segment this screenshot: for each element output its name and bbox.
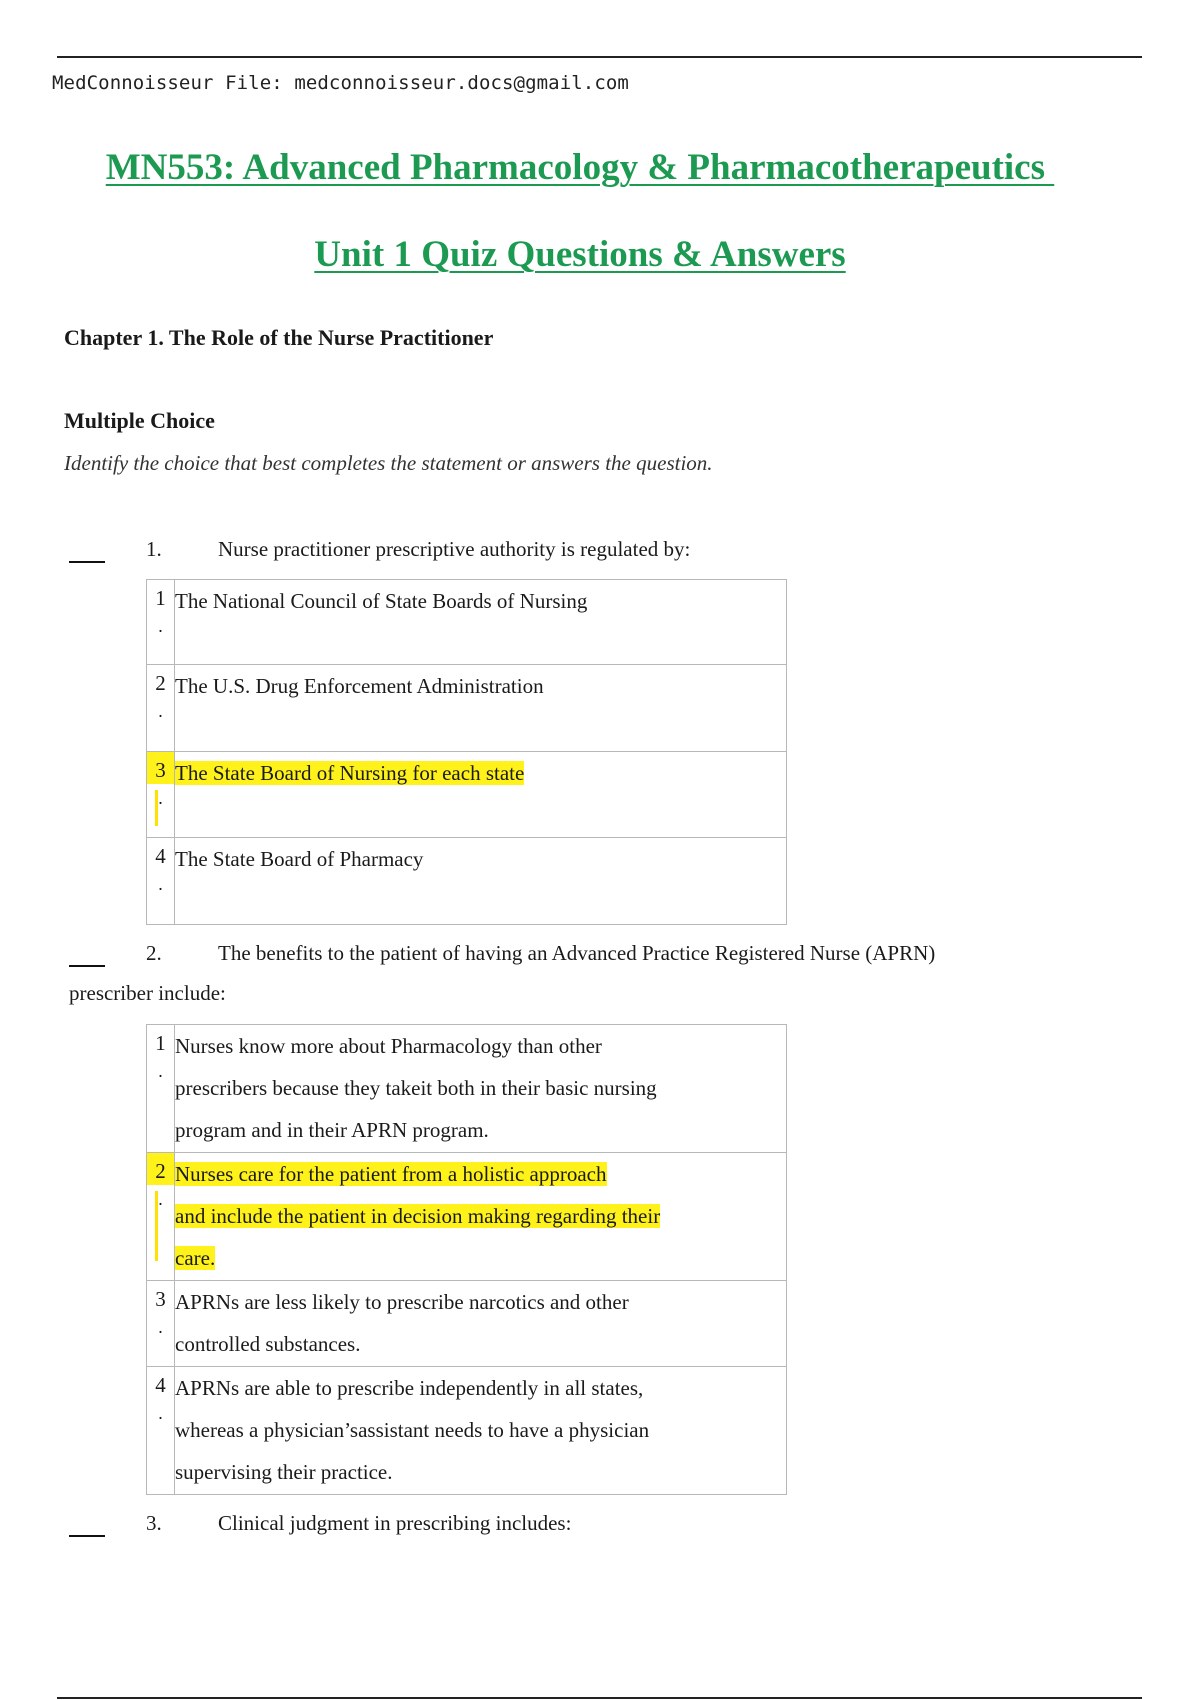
choice-dot: .: [158, 788, 163, 808]
document-subtitle: Unit 1 Quiz Questions & Answers: [314, 234, 846, 275]
correct-answer-highlight: The State Board of Nursing for each state: [175, 761, 525, 785]
choice-number: 1: [155, 586, 166, 610]
instructions: Identify the choice that best completes the statement or answers the question.: [64, 451, 713, 475]
question-number: 1.: [146, 537, 162, 561]
section-heading: Multiple Choice: [64, 408, 215, 433]
choice-row: [147, 665, 787, 752]
choice-row: [147, 1025, 787, 1153]
choice-text: The National Council of State Boards of Nursing: [175, 589, 588, 613]
choice-dot: .: [158, 874, 163, 894]
answer-blank: [69, 965, 105, 967]
choice-row: [147, 580, 787, 665]
choice-number: 4: [155, 1373, 166, 1397]
choice-text-cell: [175, 1281, 787, 1367]
choice-text: The State Board of Pharmacy: [175, 847, 424, 871]
question-number: 3.: [146, 1511, 162, 1535]
choice-text-cell: [175, 838, 787, 925]
choice-dot: .: [158, 1189, 163, 1209]
question-text-continued: prescriber include:: [69, 981, 226, 1005]
choice-number-cell: [147, 1153, 175, 1281]
choice-dot: .: [158, 1317, 163, 1337]
choice-dot: .: [158, 1403, 163, 1423]
choice-text-cell: [175, 580, 787, 665]
bottom-rule: [57, 1697, 1142, 1699]
choice-text: prescribers because they takeit both in their basic nursing: [175, 1076, 657, 1100]
choice-text: supervising their practice.: [175, 1460, 393, 1484]
choice-number: 3: [147, 752, 174, 784]
choice-dot: .: [158, 616, 163, 636]
choice-text: APRNs are less likely to prescribe narcotics and other: [175, 1290, 629, 1314]
choices-table: [146, 579, 787, 925]
question-number: 2.: [146, 941, 162, 965]
choice-row: [147, 1281, 787, 1367]
answer-blank: [69, 561, 105, 563]
choice-text: controlled substances.: [175, 1332, 361, 1356]
choice-number-cell: [147, 580, 175, 665]
choice-text-cell: [175, 1025, 787, 1153]
choice-number-cell: [147, 1367, 175, 1495]
choice-text-cell: [175, 1153, 787, 1281]
correct-answer-highlight: Nurses care for the patient from a holistic approach: [175, 1162, 607, 1186]
choice-row-correct: [147, 752, 787, 838]
choice-text-cell: [175, 752, 787, 838]
correct-answer-highlight: and include the patient in decision making regarding their: [175, 1204, 661, 1228]
choice-number-cell: [147, 665, 175, 752]
choice-text-cell: [175, 665, 787, 752]
answer-blank: [69, 1535, 105, 1537]
choice-row: [147, 838, 787, 925]
question-text: Clinical judgment in prescribing includes:: [218, 1511, 572, 1535]
choice-text: Nurses know more about Pharmacology than other: [175, 1034, 602, 1058]
document-title: MN553: Advanced Pharmacology & Pharmacotherapeutics: [105, 147, 1055, 188]
choice-number-cell: [147, 752, 175, 838]
choice-text: APRNs are able to prescribe independently in all states,: [175, 1376, 644, 1400]
correct-answer-highlight: care.: [175, 1246, 216, 1270]
question-text: The benefits to the patient of having an Advanced Practice Registered Nurse (APRN): [218, 941, 936, 965]
choice-number-cell: [147, 838, 175, 925]
choice-text: whereas a physician’sassistant needs to have a physician: [175, 1418, 650, 1442]
choice-number: 3: [155, 1287, 166, 1311]
choice-dot: .: [158, 1061, 163, 1081]
question-text: Nurse practitioner prescriptive authority is regulated by:: [218, 537, 691, 561]
file-header: MedConnoisseur File: medconnoisseur.docs@gmail.com: [52, 72, 629, 94]
choice-number: 1: [155, 1031, 166, 1055]
choice-text: program and in their APRN program.: [175, 1118, 489, 1142]
choice-number: 2: [147, 1153, 174, 1185]
choices-table: [146, 1024, 787, 1495]
choice-number-cell: [147, 1025, 175, 1153]
chapter-heading: Chapter 1. The Role of the Nurse Practitioner: [64, 325, 494, 350]
choice-row: [147, 1367, 787, 1495]
choice-dot: .: [158, 701, 163, 721]
top-rule: [57, 56, 1142, 58]
choice-row-correct: [147, 1153, 787, 1281]
choice-text-cell: [175, 1367, 787, 1495]
choice-number: 2: [155, 671, 166, 695]
choice-number-cell: [147, 1281, 175, 1367]
choice-text: The U.S. Drug Enforcement Administration: [175, 674, 544, 698]
choice-number: 4: [155, 844, 166, 868]
